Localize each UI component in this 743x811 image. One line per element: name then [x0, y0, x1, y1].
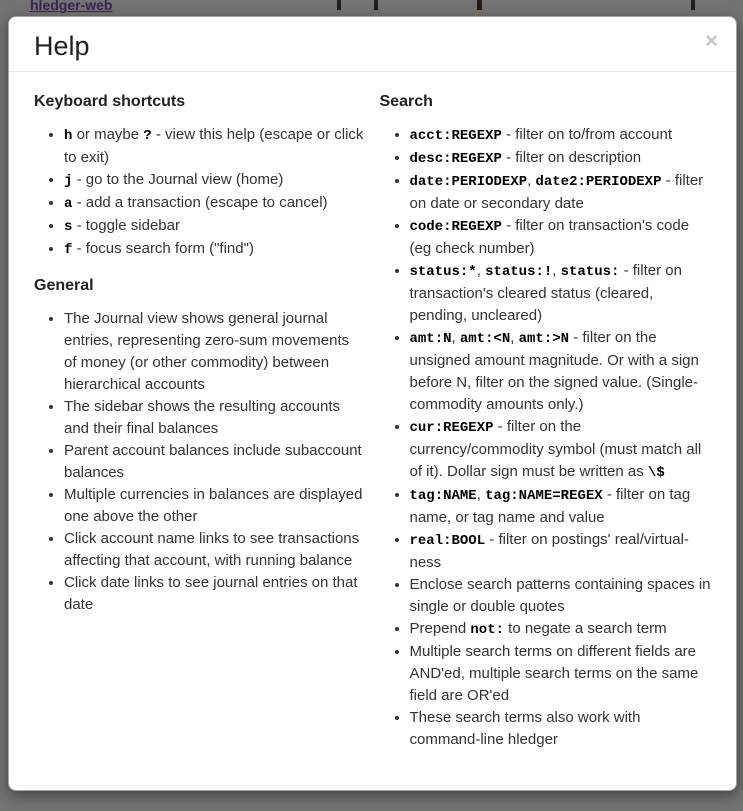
list-item: • Click date links to see journal entries on that date — [64, 572, 366, 616]
code-term: \$ — [647, 465, 665, 481]
right-column — [380, 80, 712, 761]
close-icon[interactable]: × — [705, 28, 718, 53]
code-term: cur:REGEXP — [409, 420, 494, 436]
list-item: • Prepend not: to negate a search term — [410, 618, 712, 641]
keyboard-shortcuts-list — [34, 124, 366, 261]
background-heading-fragment — [337, 0, 341, 10]
code-term: status:* — [409, 264, 477, 280]
code-term: date:PERIODEXP — [409, 174, 528, 190]
list-item: • j - go to the Journal view (home) — [64, 169, 366, 192]
list-item: • Enclose search patterns containing spaces in single or double quotes — [410, 574, 712, 618]
background-heading-fragment — [691, 0, 695, 10]
list-item: • tag:NAME, tag:NAME=REGEX - filter on tag name, or tag name and value — [410, 484, 712, 529]
code-term: h — [64, 128, 73, 144]
list-item: • The Journal view shows general journal entries, representing zero-sum movements of money (or other commodity) between hierarchical accounts — [64, 308, 366, 396]
code-term: amt:<N — [459, 331, 511, 347]
code-term: desc:REGEXP — [409, 151, 502, 167]
list-item: • These search terms also work with command-line hledger — [410, 707, 712, 751]
section-heading-search: Search — [379, 93, 433, 110]
help-modal — [8, 16, 737, 791]
section-heading-general: General — [34, 277, 94, 294]
code-term: ? — [143, 128, 152, 144]
code-term: not: — [470, 622, 504, 638]
list-item: • Multiple currencies in balances are displayed one above the other — [64, 484, 366, 528]
code-term: tag:NAME=REGEX — [485, 488, 603, 504]
code-term: s — [64, 219, 73, 235]
search-list — [380, 124, 712, 751]
code-term: date2:PERIODEXP — [535, 174, 662, 190]
list-item: • date:PERIODEXP, date2:PERIODEXP - filter on date or secondary date — [410, 170, 712, 215]
list-item: • s - toggle sidebar — [64, 215, 366, 238]
list-item: • status:*, status:!, status: - filter on transaction's cleared status (cleared, pending, uncleared) — [410, 260, 712, 327]
list-item: • acct:REGEXP - filter on to/from account — [410, 124, 712, 147]
list-item: • f - focus search form ("find") — [64, 238, 366, 261]
list-item: • Multiple search terms on different fields are AND'ed, multiple search terms on the same field are OR'ed — [410, 641, 712, 707]
list-item: • cur:REGEXP - filter on the currency/commodity symbol (must match all of it). Dollar sign must be written as \$ — [410, 416, 712, 484]
background-page-strip — [0, 0, 743, 16]
section-heading-keyboard-shortcuts: Keyboard shortcuts — [34, 93, 186, 110]
left-column — [34, 80, 366, 761]
code-term: acct:REGEXP — [409, 128, 502, 144]
code-term: real:BOOL — [409, 533, 486, 549]
code-term: status: — [560, 264, 620, 280]
list-item: • The sidebar shows the resulting accounts and their final balances — [64, 396, 366, 440]
modal-body — [9, 72, 736, 761]
background-heading-fragment — [477, 0, 482, 12]
code-term: code:REGEXP — [409, 219, 502, 235]
list-item: • Click account name links to see transactions affecting that account, with running balance — [64, 528, 366, 572]
code-term: j — [64, 173, 73, 189]
general-list — [34, 308, 366, 616]
list-item: • real:BOOL - filter on postings' real/virtual-ness — [410, 529, 712, 574]
code-term: tag:NAME — [409, 488, 477, 504]
code-term: a — [64, 196, 73, 212]
list-item: • code:REGEXP - filter on transaction's code (eg check number) — [410, 215, 712, 260]
list-item: • desc:REGEXP - filter on description — [410, 147, 712, 170]
code-term: f — [64, 242, 73, 258]
list-item: • Parent account balances include subaccount balances — [64, 440, 366, 484]
brand-link[interactable]: hledger-web — [30, 0, 113, 13]
list-item: • a - add a transaction (escape to cancel) — [64, 192, 366, 215]
code-term: status:! — [485, 264, 553, 280]
code-term: amt:>N — [518, 331, 570, 347]
page-title: Help — [34, 31, 90, 61]
list-item: • amt:N, amt:<N, amt:>N - filter on the unsigned amount magnitude. Or with a sign before N, filter on the signed value. (Single-commodity amounts only.) — [410, 327, 712, 416]
modal-header — [9, 17, 736, 72]
list-item: • h or maybe ? - view this help (escape or click to exit) — [64, 124, 366, 169]
background-heading-fragment — [374, 0, 378, 10]
code-term: amt:N — [409, 331, 452, 347]
